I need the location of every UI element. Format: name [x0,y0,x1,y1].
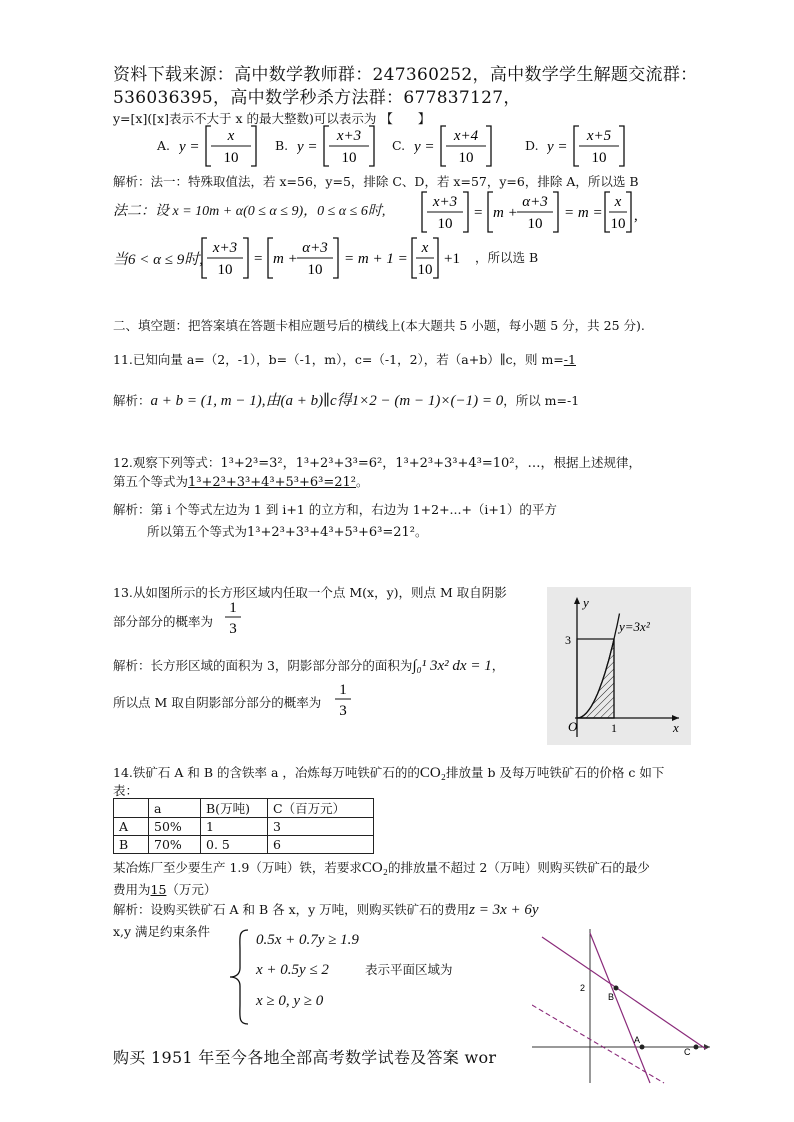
eq3-equals-1: = [254,251,263,267]
q14-constraint-3: x ≥ 0, y ≥ 0 [256,993,324,1009]
eq3-fraction-3 [416,240,434,278]
q13-analysis-1 [113,656,504,675]
eq2-fraction-2-den: 10 [527,216,543,232]
q13-analysis-1-equation: ∫₀¹ 3x² dx = 1 [412,658,492,674]
q11-analysis [113,389,579,410]
q14-point-a [640,1045,645,1050]
q10-option-fraction-den: 10 [591,150,607,166]
eq2-equals-m: = m = [564,205,603,221]
eq2-comma: , [634,208,638,224]
q12-analysis-2 [147,522,428,540]
q14-constraint-1: 0.5x + 0.7y ≥ 1.9 [256,932,359,948]
eq3-bracket-1-right [243,238,248,278]
eq3-fraction-1 [207,240,243,278]
table-cell: 70% [149,836,201,854]
eq3-fraction-2 [297,240,333,278]
q14-label-a: A [634,1035,641,1045]
eq2-bracket-1-right [463,192,468,232]
q10-option-left-bracket [441,126,446,166]
q14-label-b: B [608,992,615,1002]
q14-stem-3a: 某冶炼厂至少要生产 1.9（万吨）铁，若要求 [113,860,362,875]
eq3-plus-1: +1 [444,251,460,267]
q14-line-1 [542,937,706,1049]
q10-option-left-bracket [324,126,329,166]
q13-curve-label: y=3x² [619,619,650,634]
q13-x-label: x [673,720,679,735]
q10-option-fraction-num: x+5 [586,128,612,144]
q14-answer: 15 [150,882,167,897]
q10-option-left-bracket [574,126,579,166]
q13-analysis-den: 3 [339,703,347,719]
q14-co2: CO₂ [419,765,446,781]
table-header-cell: B(万吨) [201,799,268,818]
q10-option-y: y = [179,139,200,155]
q10-option-fraction-den: 10 [223,150,239,166]
q10-option-fraction-den: 10 [341,150,357,166]
eq3-fraction-3-den: 10 [417,262,433,278]
eq3-fraction-3-num: x [421,240,429,256]
q13-analysis-2: 所以点 M 取自阴影部分部分的概率为 [113,695,322,710]
q10-option-right-bracket [619,126,624,166]
q11-stem-text: 11.已知向量 a=（2，-1），b=（-1，m），c=（-1，2），若（a+b）∥c，则 m= [113,352,564,367]
q13-y-label: y [583,595,589,610]
eq3-fraction-2-num: α+3 [302,240,328,256]
q10-option-right-bracket [251,126,256,166]
q10-option-formula [297,124,387,168]
q14-table [113,798,374,854]
q10-analysis-2 [113,200,385,220]
q10-analysis-3-prefix: 当6 < α ≤ 9时, [113,252,203,268]
table-header-cell: C（百万元） [268,799,374,818]
q10-analysis-1: 解析：法一：特殊取值法，若 x=56，y=5，排除 C、D，若 x=57，y=6，排除 A，所以选 B [113,174,639,189]
q10-option-y: y = [547,139,568,155]
q13-x-tick-label: 1 [611,721,617,735]
q14-label-c: C [684,1047,691,1057]
table-cell: 3 [268,818,374,836]
eq3-fraction-1-den: 10 [217,262,233,278]
q10-analysis-2-equation [420,190,640,234]
q12-stem-equations: 1³+2³=3²，1³+2³+3³=6²，1³+2³+3³+4³=10²，…， [220,456,554,471]
section-2-title: 二、填空题：把答案填在答题卡相应题号后的横线上(本大题共 5 小题，每小题 5 分，共 25 分). [113,318,645,333]
eq2-fraction-2 [517,194,553,232]
q12-analysis-2-equation: 1³+2³+3³+4³+5³+6³=21² [247,525,416,540]
q14-stem-2: 表： [113,783,139,798]
q13-y-arrow [574,597,580,604]
q14-analysis-1 [113,900,539,919]
q10-stem: y=[x]([x]表示不大于 x 的最大整数)可以表示为 【 】 [113,111,431,126]
q10-option-formula [547,124,637,168]
q14-x-arrow [704,1044,710,1050]
footer-text: 购买 1951 年至今各地全部高考数学试卷及答案 wor [113,1048,497,1067]
q10-option-fraction [579,128,619,166]
q14-constraint-2: x + 0.5y ≤ 2 [256,962,329,978]
table-row [114,818,374,836]
q13-analysis-fraction [333,680,353,720]
eq2-m-plus: m + [493,205,518,221]
table-header-row [114,799,374,818]
q14-stem-3 [113,858,650,877]
q13-answer-den: 3 [229,621,237,637]
q11-stem [113,350,576,368]
table-header-cell: a [149,799,201,818]
eq2-fraction-1 [427,194,463,232]
q13-analysis-1-prefix: 解析：长方形区域的面积为 3，阴影部分部分的面积为 [113,658,413,673]
q13-y-tick-label: 3 [565,633,571,647]
q13-origin-label: O [568,719,578,734]
table-cell: 1 [201,818,268,836]
q10-option-right-bracket [369,126,374,166]
q12-line-2 [113,472,369,490]
q10-option-label: C. [392,138,406,153]
eq2-fraction-3-num: x [614,194,622,210]
q10-option-label: B. [275,138,289,153]
q12-line-2-suffix: 。 [356,474,369,489]
table-cell: B [114,836,149,854]
q14-cost-equation: z = 3x + 6y [469,902,539,918]
q14-label-2: 2 [580,983,586,993]
q10-analysis-3 [113,248,203,269]
q10-option-fraction [329,128,369,166]
q10-option-formula [179,124,269,168]
q14-region-text: 表示平面区域为 [365,962,453,977]
eq3-m-plus: m + [273,251,298,267]
q14-stem-3b: 的排放量不超过 2（万吨）则购买铁矿石的最少 [387,860,650,875]
table-header-cell [114,799,149,818]
q14-analysis-1-text: 解析：设购买铁矿石 A 和 B 各 x，y 万吨，则购买铁矿石的费用 [113,902,470,917]
q10-analysis-2-prefix: 法二：设 x = 10m + α(0 ≤ α ≤ 9)，0 ≤ α ≤ 6时, [113,204,386,219]
table-row [114,836,374,854]
q12-analysis-2-prefix: 所以第五个等式为 [147,524,248,539]
q14-constraint-intro: x,y 满足约束条件 [113,924,211,939]
table-cell: 0. 5 [201,836,268,854]
q10-option-left-bracket [206,126,211,166]
q14-figure [532,925,714,1087]
eq3-bracket-2-right [333,238,338,278]
q13-figure [547,587,691,745]
q14-point-b [614,986,619,991]
q14-constraint-brace [228,928,250,1026]
eq2-fraction-2-num: α+3 [522,194,548,210]
q10-option-fraction-den: 10 [458,150,474,166]
q12-answer: 1³+2³+3³+4³+5³+6³=21² [188,475,357,490]
table-cell: 6 [268,836,374,854]
q13-answer-fraction [223,598,243,638]
q10-option-fraction [211,128,251,166]
q10-option-fraction-num: x+4 [453,128,479,144]
eq2-bracket-1-left [422,192,427,232]
header-line-2: 536036395，高中数学秒杀方法群：677837127， [113,88,521,108]
q14-stem-4 [113,880,216,898]
q13-answer-num: 1 [229,600,237,616]
q13-analysis-1-suffix: ， [491,658,505,673]
q13-shaded-region [577,639,614,718]
q10-analysis-3-equation [200,236,475,280]
q13-stem: 13.从如图所示的长方形区域内任取一个点 M(x，y)，则点 M 取自阴影 [113,585,507,600]
eq2-equals-1: = [474,205,483,221]
table-cell: A [114,818,149,836]
q12-analysis-2-suffix: 。 [415,524,428,539]
q12-stem-suffix: 根据上述规律， [553,455,641,470]
q14-co2-2: CO₂ [361,860,388,876]
eq2-fraction-3 [609,194,627,232]
q11-analysis-equation: a + b = (1, m − 1),由(a + b)∥c得1×2 − (m − 1)×(−1) = 0 [150,393,504,409]
q11-answer: -1 [563,352,576,367]
q10-option-y: y = [297,139,318,155]
header-line-1: 资料下载来源：高中数学教师群：247360252，高中数学学生解题交流群： [113,65,698,85]
eq3-equals-m1: = m + 1 = [344,251,408,267]
q10-option-fraction-num: x+3 [336,128,362,144]
q14-stem-4-suffix: （万元） [166,882,217,897]
q10-option-formula [414,124,504,168]
q12-analysis-1: 解析：第 i 个等式左边为 1 到 i+1 的立方和，右边为 1+2+...+（i+1）的平方 [113,502,557,517]
eq3-fraction-2-den: 10 [307,262,323,278]
eq2-fraction-1-num: x+3 [432,194,458,210]
q14-stem-4-prefix: 费用为 [113,882,151,897]
q10-option-label: A. [157,138,171,153]
q12-stem [113,452,641,471]
eq3-fraction-1-num: x+3 [212,240,238,256]
q14-stem-1b-text: 排放量 b 及每万吨铁矿石的价格 c 如下 [445,765,665,780]
q10-option-right-bracket [486,126,491,166]
q13-analysis-num: 1 [339,682,347,698]
eq2-fraction-1-den: 10 [437,216,453,232]
table-cell: 50% [149,818,201,836]
q10-analysis-3-suffix: ，所以选 B [475,250,539,265]
q14-line-2 [590,933,650,1083]
q12-line-2-prefix: 第五个等式为 [113,474,189,489]
q10-option-fraction-num: x [227,128,235,144]
q14-stem-1 [113,763,664,782]
eq2-bracket-2-right [553,192,558,232]
q11-analysis-suffix: ，所以 m=-1 [503,393,580,408]
q14-stem-1-text: 14.铁矿石 A 和 B 的含铁率 a ，冶炼每万吨铁矿石的的 [113,765,420,780]
q14-point-c [694,1045,699,1050]
q14-objective-line [532,1005,664,1083]
eq2-fraction-3-den: 10 [610,216,626,232]
q10-option-label: D. [525,138,539,153]
q13-line-2: 部分部分的概率为 [113,614,214,629]
q10-option-y: y = [414,139,435,155]
q11-analysis-label: 解析： [113,393,151,408]
eq3-bracket-1-left [202,238,207,278]
q12-stem-prefix: 12.观察下列等式： [113,455,221,470]
q10-option-fraction [446,128,486,166]
